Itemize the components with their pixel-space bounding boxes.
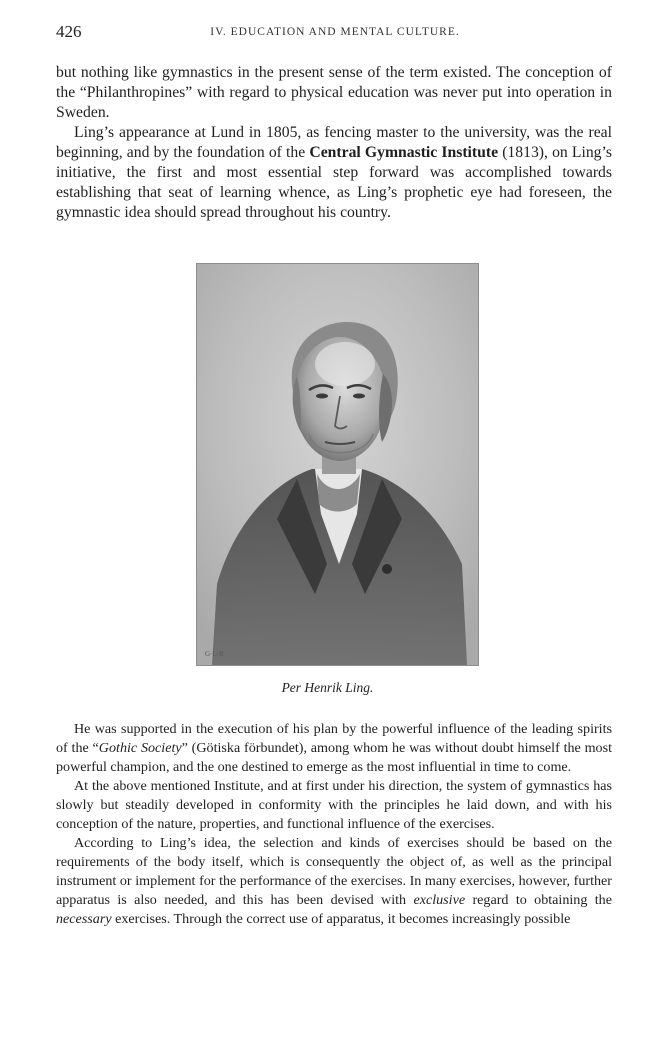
text-run: According to Ling’s idea, the selection and kinds of exercises should be based on the requirements of the body itself, which is consequently the object of, as well as the principal instrument or implement for the performance of the exercises. In many exercises, however, further apparatus is also needed, and this has been devised with	[56, 835, 612, 908]
institute-name: Central Gymnastic Institute	[309, 144, 499, 161]
upper-text-block	[56, 63, 612, 223]
text-run: ” (Götiska förbundet), among whom he was without doubt himself the most powerful champion, and the one destined to emerge as the most influential in time to come.	[56, 740, 612, 775]
text-run: Ling’s appearance at Lund in 1805, as fencing master to the university, was the real beginning, and by the foundation of the	[56, 124, 612, 161]
paragraph	[56, 123, 612, 223]
text-run: regard to obtaining the	[465, 892, 612, 908]
emphasis-exclusive: exclusive	[413, 892, 466, 908]
text-run: He was supported in the execution of his plan by the powerful influence of the leading spirits of the “	[56, 721, 612, 756]
portrait-engraving	[197, 264, 478, 665]
paragraph: At the above mentioned Institute, and at first under his direction, the system of gymnastics has slowly but steadily developed in conformity with the principles he laid down, and with his conception of the nature, properties, and functional influence of the exercises.	[56, 778, 612, 832]
figure-caption: Per Henrik Ling.	[281, 680, 374, 695]
lower-text-block	[56, 720, 612, 929]
page-number: 426	[56, 22, 82, 41]
chapter-title: IV. EDUCATION AND MENTAL CULTURE.	[210, 26, 460, 38]
engraver-signature: G·L·R	[205, 650, 224, 658]
emphasis-necessary: necessary	[56, 911, 112, 927]
text-run: exercises. Through the correct use of apparatus, it becomes increasingly possible	[111, 911, 571, 927]
paragraph	[56, 720, 612, 777]
text-run: (1813), on Ling’s initiative, the first and most essential step forward was accomplished towards establishing that seat of learning whence, as Ling’s prophetic eye had foreseen, the gymnastic idea should spread throughout his country.	[56, 144, 612, 221]
society-name: Gothic Society	[98, 740, 182, 756]
portrait-figure	[196, 263, 479, 666]
paragraph	[56, 834, 612, 929]
running-head	[56, 22, 614, 42]
paragraph: but nothing like gymnastics in the present sense of the term existed. The conception of the “Philanthropines” with regard to physical education was never put into operation in Sweden.	[56, 64, 612, 121]
